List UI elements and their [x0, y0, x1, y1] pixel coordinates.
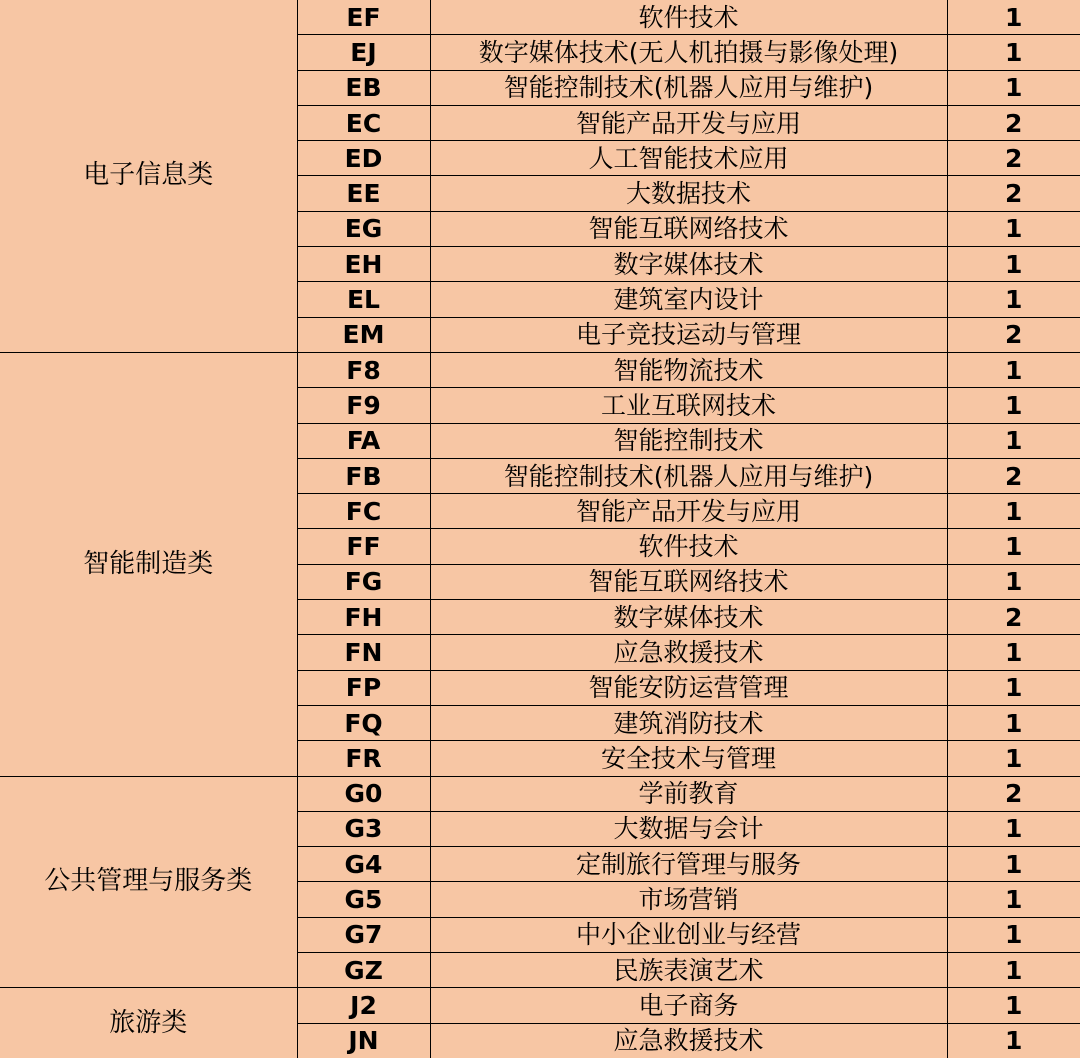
category-cell: 公共管理与服务类 [0, 776, 297, 988]
major-cell: 数字媒体技术(无人机拍摄与影像处理) [430, 35, 947, 70]
category-cell: 智能制造类 [0, 352, 297, 776]
major-cell: 智能控制技术(机器人应用与维护) [430, 458, 947, 493]
count-cell: 2 [947, 458, 1080, 493]
major-cell: 软件技术 [430, 0, 947, 35]
code-cell: FP [297, 670, 430, 705]
count-cell: 1 [947, 811, 1080, 846]
major-cell: 软件技术 [430, 529, 947, 564]
count-cell: 1 [947, 988, 1080, 1023]
count-cell: 1 [947, 0, 1080, 35]
count-cell: 2 [947, 317, 1080, 352]
code-cell: EF [297, 0, 430, 35]
major-cell: 智能产品开发与应用 [430, 494, 947, 529]
major-cell: 市场营销 [430, 882, 947, 917]
count-cell: 2 [947, 105, 1080, 140]
code-cell: EG [297, 211, 430, 246]
count-cell: 1 [947, 70, 1080, 105]
code-cell: ED [297, 141, 430, 176]
code-cell: G3 [297, 811, 430, 846]
code-cell: FQ [297, 705, 430, 740]
category-cell: 旅游类 [0, 988, 297, 1058]
code-cell: GZ [297, 953, 430, 988]
code-cell: F8 [297, 352, 430, 387]
table-row [0, 0, 1080, 35]
major-cell: 大数据技术 [430, 176, 947, 211]
count-cell: 1 [947, 670, 1080, 705]
code-cell: EB [297, 70, 430, 105]
major-cell: 智能互联网络技术 [430, 211, 947, 246]
count-cell: 1 [947, 282, 1080, 317]
code-cell: FN [297, 635, 430, 670]
major-cell: 学前教育 [430, 776, 947, 811]
table-row [0, 352, 1080, 387]
code-cell: G0 [297, 776, 430, 811]
code-cell: EM [297, 317, 430, 352]
code-cell: FA [297, 423, 430, 458]
major-cell: 智能产品开发与应用 [430, 105, 947, 140]
major-cell: 大数据与会计 [430, 811, 947, 846]
count-cell: 1 [947, 917, 1080, 952]
count-cell: 1 [947, 352, 1080, 387]
code-cell: FG [297, 564, 430, 599]
code-cell: EE [297, 176, 430, 211]
major-cell: 智能安防运营管理 [430, 670, 947, 705]
major-cell: 智能控制技术 [430, 423, 947, 458]
major-cell: 民族表演艺术 [430, 953, 947, 988]
code-cell: EC [297, 105, 430, 140]
major-cell: 人工智能技术应用 [430, 141, 947, 176]
major-cell: 建筑室内设计 [430, 282, 947, 317]
major-cell: 安全技术与管理 [430, 741, 947, 776]
count-cell: 1 [947, 529, 1080, 564]
major-cell: 应急救援技术 [430, 1023, 947, 1058]
major-cell: 中小企业创业与经营 [430, 917, 947, 952]
count-cell: 1 [947, 247, 1080, 282]
count-cell: 2 [947, 776, 1080, 811]
count-cell: 2 [947, 600, 1080, 635]
count-cell: 1 [947, 741, 1080, 776]
table-row [0, 776, 1080, 811]
code-cell: FB [297, 458, 430, 493]
count-cell: 2 [947, 176, 1080, 211]
code-cell: FF [297, 529, 430, 564]
major-cell: 应急救援技术 [430, 635, 947, 670]
code-cell: FH [297, 600, 430, 635]
count-cell: 1 [947, 494, 1080, 529]
table-row [0, 988, 1080, 1023]
major-cell: 工业互联网技术 [430, 388, 947, 423]
code-cell: G4 [297, 847, 430, 882]
count-cell: 1 [947, 35, 1080, 70]
major-cell: 数字媒体技术 [430, 247, 947, 282]
code-cell: J2 [297, 988, 430, 1023]
count-cell: 1 [947, 882, 1080, 917]
count-cell: 1 [947, 388, 1080, 423]
code-cell: G7 [297, 917, 430, 952]
code-cell: F9 [297, 388, 430, 423]
code-cell: EJ [297, 35, 430, 70]
code-cell: G5 [297, 882, 430, 917]
code-cell: EL [297, 282, 430, 317]
category-cell: 电子信息类 [0, 0, 297, 352]
major-cell: 电子竞技运动与管理 [430, 317, 947, 352]
count-cell: 2 [947, 141, 1080, 176]
major-cell: 定制旅行管理与服务 [430, 847, 947, 882]
count-cell: 1 [947, 423, 1080, 458]
count-cell: 1 [947, 705, 1080, 740]
code-cell: JN [297, 1023, 430, 1058]
count-cell: 1 [947, 1023, 1080, 1058]
count-cell: 1 [947, 211, 1080, 246]
major-cell: 智能控制技术(机器人应用与维护) [430, 70, 947, 105]
major-cell: 智能互联网络技术 [430, 564, 947, 599]
code-cell: EH [297, 247, 430, 282]
major-cell: 建筑消防技术 [430, 705, 947, 740]
major-cell: 电子商务 [430, 988, 947, 1023]
count-cell: 1 [947, 564, 1080, 599]
code-cell: FC [297, 494, 430, 529]
major-cell: 数字媒体技术 [430, 600, 947, 635]
code-cell: FR [297, 741, 430, 776]
count-cell: 1 [947, 847, 1080, 882]
count-cell: 1 [947, 953, 1080, 988]
major-cell: 智能物流技术 [430, 352, 947, 387]
count-cell: 1 [947, 635, 1080, 670]
